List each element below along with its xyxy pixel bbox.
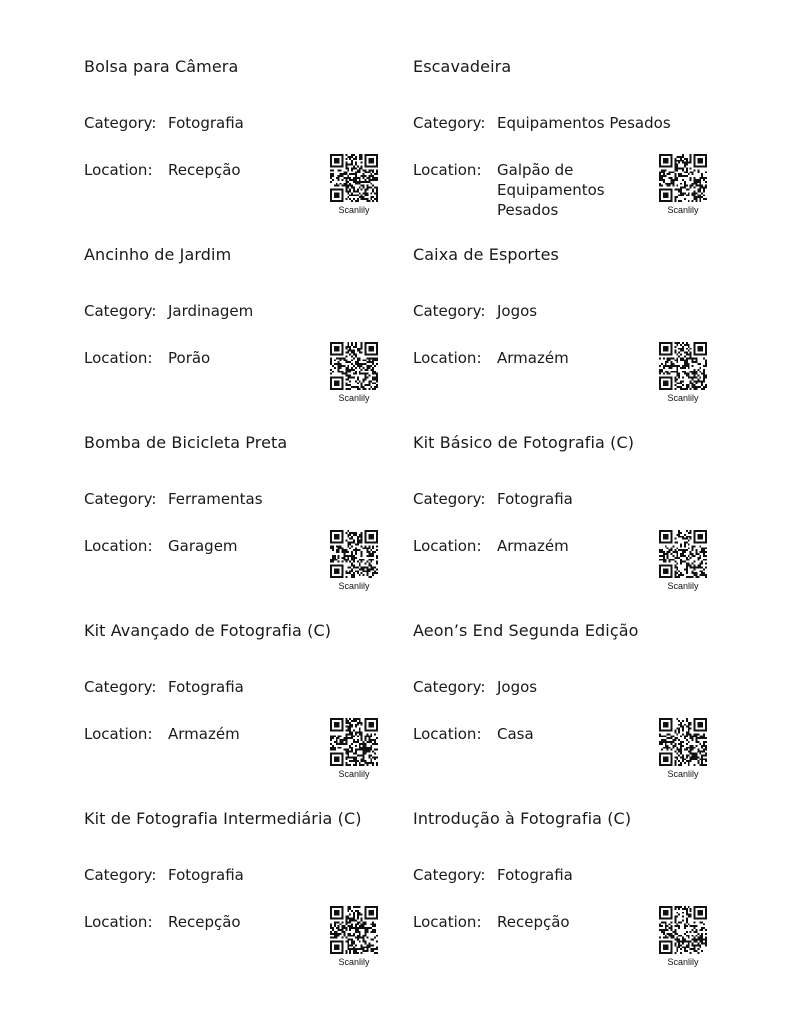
- category-value: Fotografia: [168, 678, 244, 696]
- item-name: Aeon’s End Segunda Edição: [413, 621, 639, 640]
- category-value: Fotografia: [497, 866, 573, 884]
- label-card: [84, 621, 394, 791]
- label-card: [84, 57, 394, 227]
- item-name: Ancinho de Jardim: [84, 245, 232, 264]
- qr-code-icon: [659, 342, 707, 390]
- location-value: Galpão de Equipamentos Pesados: [497, 161, 605, 219]
- category-value: Fotografia: [168, 114, 244, 132]
- brand-text: Scanlily: [338, 769, 370, 779]
- item-name: Caixa de Esportes: [413, 245, 559, 264]
- category-key: Category:: [84, 678, 157, 696]
- item-name: Introdução à Fotografia (C): [413, 809, 632, 828]
- label-card: [413, 433, 723, 603]
- location-value: Armazém: [168, 725, 240, 743]
- label-card: [84, 809, 394, 979]
- location-key: Location:: [413, 537, 482, 555]
- location-value: Porão: [168, 349, 211, 367]
- category-key: Category:: [413, 114, 486, 132]
- item-name: Escavadeira: [413, 57, 512, 76]
- brand-text: Scanlily: [338, 205, 370, 215]
- item-name: Bomba de Bicicleta Preta: [84, 433, 288, 452]
- category-value: Fotografia: [168, 866, 244, 884]
- category-value: Jogos: [497, 302, 538, 320]
- brand-text: Scanlily: [667, 581, 699, 591]
- qr-code-icon: [330, 906, 378, 954]
- category-value: Fotografia: [497, 490, 573, 508]
- brand-text: Scanlily: [667, 957, 699, 967]
- location-value: Recepção: [168, 161, 241, 179]
- category-key: Category:: [413, 490, 486, 508]
- location-key: Location:: [84, 913, 153, 931]
- item-name: Kit de Fotografia Intermediária (C): [84, 809, 362, 828]
- location-key: Location:: [413, 161, 482, 179]
- location-value: Casa: [497, 725, 534, 743]
- category-value: Jogos: [497, 678, 538, 696]
- location-key: Location:: [413, 349, 482, 367]
- qr-code-icon: [659, 718, 707, 766]
- brand-text: Scanlily: [667, 393, 699, 403]
- brand-text: Scanlily: [667, 769, 699, 779]
- category-key: Category:: [413, 678, 486, 696]
- brand-text: Scanlily: [667, 205, 699, 215]
- qr-code-icon: [330, 530, 378, 578]
- location-key: Location:: [84, 161, 153, 179]
- brand-text: Scanlily: [338, 581, 370, 591]
- category-value: Equipamentos Pesados: [497, 114, 671, 132]
- label-card: [413, 621, 723, 791]
- location-key: Location:: [84, 537, 153, 555]
- label-card: [84, 245, 394, 415]
- location-value: Armazém: [497, 349, 569, 367]
- location-key: Location:: [413, 913, 482, 931]
- location-key: Location:: [84, 725, 153, 743]
- category-key: Category:: [84, 866, 157, 884]
- category-key: Category:: [84, 114, 157, 132]
- category-key: Category:: [413, 866, 486, 884]
- category-value: Ferramentas: [168, 490, 263, 508]
- category-key: Category:: [84, 302, 157, 320]
- qr-code-icon: [330, 718, 378, 766]
- item-name: Bolsa para Câmera: [84, 57, 239, 76]
- brand-text: Scanlily: [338, 393, 370, 403]
- label-card: [413, 245, 723, 415]
- qr-code-icon: [659, 530, 707, 578]
- location-value: Armazém: [497, 537, 569, 555]
- label-card: [84, 433, 394, 603]
- qr-code-icon: [330, 154, 378, 202]
- label-card: [413, 57, 723, 227]
- location-key: Location:: [84, 349, 153, 367]
- category-key: Category:: [413, 302, 486, 320]
- brand-text: Scanlily: [338, 957, 370, 967]
- item-name: Kit Básico de Fotografia (C): [413, 433, 635, 452]
- label-card: [413, 809, 723, 979]
- location-value: Garagem: [168, 537, 238, 555]
- category-value: Jardinagem: [168, 302, 254, 320]
- qr-code-icon: [330, 342, 378, 390]
- location-value: Recepção: [168, 913, 241, 931]
- qr-code-icon: [659, 154, 707, 202]
- category-key: Category:: [84, 490, 157, 508]
- location-key: Location:: [413, 725, 482, 743]
- location-value: Recepção: [497, 913, 570, 931]
- qr-code-icon: [659, 906, 707, 954]
- item-name: Kit Avançado de Fotografia (C): [84, 621, 332, 640]
